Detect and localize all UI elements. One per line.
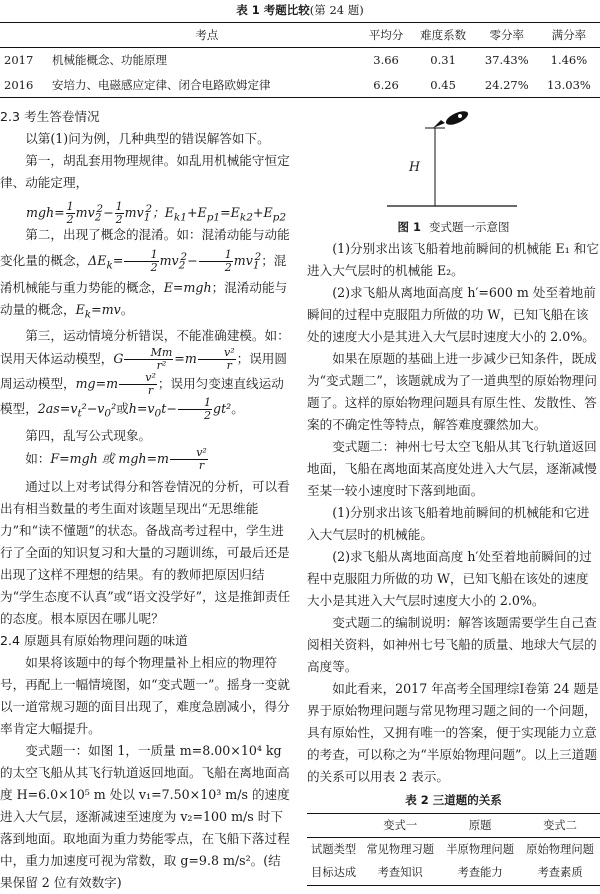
paragraph-third-c: ；误用匀变速直线运动模型， [0, 376, 284, 417]
table2-header-original: 原题 [468, 818, 492, 832]
formula-gravity: G $\frac{Mm}{\text{r²}}$ =m $\frac{\text{v²}}{r}$ [113, 346, 235, 373]
table2-cell: 考查知识 [377, 866, 423, 880]
formula-circular: mg=m $\frac{\text{v²}}{r}$ [75, 371, 156, 398]
paragraph-variant2-note: 变式题二的编制说明：解答该题需要学生自己查阅相关资料，如神州七号飞船的质量、地球大气层的高度等。 [307, 615, 597, 674]
formula-ek-mv: $E_k=mv$ [75, 301, 121, 321]
paragraph-summary: 通过以上对考试得分和答卷情况的分析，可以看出有相当数量的考生面对该题呈现出“无思维能力”和“读不懂题”的状态。备战高考过程中，学生进行了全面的知识复习和大量的习题训练，可最后还是出现了这样不理想的结果。有的教师把原因归结为“学生态度不认真”或“语文没学好”，这是推卸责任的态度。根本原因在哪儿呢？ [0, 478, 291, 626]
paragraph-variant2: 变式题二：神州七号太空飞船从其飞行轨道返回地面，飞船在离地面某高度处进入大气层，逐渐减慢至某一较小速度时下落到地面。 [307, 439, 597, 498]
table-row [307, 862, 600, 886]
figure-caption-text: 变式题一示意图 [429, 220, 510, 234]
table2-header-blank [307, 814, 360, 838]
table1-cell-avg: 3.66 [373, 53, 399, 68]
section-2-4-title: 2.4 原题具有原始物理问题的味道 [0, 632, 188, 648]
table2-cell: 原始物理问题 [526, 842, 594, 856]
table2-caption: 表 2 三道题的关系 [405, 793, 502, 807]
table-row [0, 48, 600, 73]
formula-e-mgh: E=mgh [163, 279, 212, 295]
formula-kinematics: $2as=v_t^2-v_0^2$ [37, 401, 117, 420]
table-row [307, 838, 600, 862]
paragraph-first: 第一，胡乱套用物理规律。如乱用机械能守恒定律、动能定理， [0, 153, 290, 190]
table1-header-year [0, 23, 52, 48]
table1-cell-difficulty: 0.45 [430, 77, 456, 92]
table1-cell-year: 2016 [4, 77, 34, 92]
table1-caption-note: (第 24 题) [309, 3, 364, 17]
table2-cell: 常见物理习题 [366, 842, 435, 856]
formula-delta-ek: $\Delta E_k=$ $\frac{1}{2}$ $mv_2^2-$ $\frac{1}{2}$ $mv_1^2$ [88, 248, 262, 275]
table1 [0, 22, 600, 98]
paragraph-conclusion: 如此看来，2017 年高考全国理综Ⅰ卷第 24 题是界于原始物理问题与常见物理习题之间的一个问题，具有原始性，又拥有唯一的答案，便于实现能力立意的考查，可以称之为“半原始物理问题”。以上三道题的关系可以用表 2 表示。 [307, 681, 599, 784]
table1-cell-zero-rate: 37.43% [484, 53, 529, 68]
table1-header-row [0, 23, 600, 48]
table2-header-variant2: 变式二 [543, 818, 577, 832]
formula-h-v0t: $h=v_0t-$ $\frac{1}{2}$ gt² [128, 396, 232, 423]
or-text: 或 [116, 401, 129, 417]
table1-header-full-rate: 满分率 [551, 28, 587, 42]
right-column [307, 106, 600, 886]
paragraph-q2: (2)求飞船从离地面高度 h′=600 m 处至着地前瞬间的过程中克服阻力所做的功 W，已知飞船在该处的速度大小是其进入大气层时速度大小的 2.0%。 [307, 285, 596, 344]
paragraph-fourth: 第四，乱写公式现象。 [25, 427, 152, 443]
table2-header-variant1: 变式一 [383, 818, 418, 832]
paragraph-variant2-intro: 如果在原题的基础上进一步减少已知条件，既成为“变式题二”，该题就成为了一道典型的原始物理问题了。这样的原始物理问题具有原生性、发散性、答案的不确定性等特点，解答难度骤然加大。 [307, 351, 597, 432]
table1-cell-avg: 6.26 [373, 77, 399, 92]
table1-cell-topic: 安培力、电磁感应定律、闭合电路欧姆定律 [52, 77, 271, 92]
formula-energy: mgh= $\frac{1}{2}$ $mv_2^2-$ $\frac{1}{2}$ $mv_1^2$；$E_{k1}+E_{p1}=E_{k2}+E_{p2}$ [26, 200, 287, 227]
figure-1-caption [307, 216, 600, 238]
table1-cell-zero-rate: 24.27% [484, 77, 529, 92]
table1-header-avg: 平均分 [368, 28, 404, 42]
section-2-3-title: 2.3 考生答卷情况 [0, 109, 100, 124]
paragraph-variant2-q2: (2)求飞船从离地面高度 h′处至着地前瞬间的过程中克服阻力所做的功 W，已知飞船在该处的速度大小是其进入大气层时速度大小的 2.0%。 [307, 549, 592, 608]
paragraph-2-4: 如果将该题中的每个物理量补上相应的物理符号，再配上一幅情境图，如“变式题一”。摇身一变就以一道常规习题的面目出现了，难度急剧减小，得分率肯定大幅提升。 [0, 654, 290, 736]
left-column [0, 106, 293, 894]
table2-cell: 试题类型 [311, 842, 357, 856]
paragraph-second-c: ；混淆动能与动量的概念， [0, 279, 288, 317]
figure-1 [307, 106, 600, 216]
table2-cell: 考查能力 [457, 866, 503, 880]
table1-cell-full-rate: 13.03% [546, 77, 591, 92]
table1-cell-year: 2017 [4, 53, 34, 68]
paragraph-third: 第三，运动情境分析错误，不能准确建模。如：误用天体运动模型，G $\frac{Mm}{\text{r²}}$ =m $\frac{\text{v²}}{r}$ ；误用圆周运动模型，mg=m $\frac{\text{v²}}{r}$ ；误用匀变速直线运动模型，$2as=v_t^2-v_0^2$或$h=v_0t-$ $\frac{1}{2}$ gt²。 [0, 328, 290, 423]
figure-caption-label: 图 1 [397, 220, 421, 234]
paragraph-second: 第二，出现了概念的混淆。如：混淆动能与动能变化量的概念，$\Delta E_k=$ $\frac{1}{2}$ $mv_2^2-$ $\frac{1}{2}$ $mv_1^2$；混淆机械能与重力势能的概念，E=mgh；混淆动能与动量的概念，$E_k=mv$。 [0, 227, 290, 321]
table1-header-difficulty: 难度系数 [420, 28, 467, 42]
paragraph-variant1: 变式题一：如图 1，一质量 m=8.00×10⁴ kg 的太空飞船从其飞行轨道返回地面。飞船在离地面高度 H=6.0×10⁵ m 处以 v₁=7.50×10³ m/s 的速度进入大气层，逐渐减速至速度为 v₂=100 m/s 时下落到地面。取地面为重力势能零点，在飞船下落过程中，重力加速度可视为常数，取 g=9.8 m/s²。(结果保留 2 位有效数字) [0, 742, 290, 890]
spaceship-icon [433, 108, 470, 128]
table2-cell: 考查素质 [537, 866, 583, 880]
figure-1-diagram [307, 106, 600, 216]
paragraph-fourth-b-label: 如： [25, 450, 51, 466]
table2-cell: 目标达成 [311, 866, 357, 880]
table1-cell-full-rate: 1.46% [550, 53, 588, 68]
table1-header-topic: 考点 [195, 28, 219, 42]
table2-cell: 半原物理问题 [446, 842, 515, 856]
formula-random: F=mgh 或 mgh=m $\frac{\text{v²}}{r}$ [50, 445, 207, 472]
table1-caption-label: 表 1 考题比较 [236, 3, 310, 17]
table1-cell-difficulty: 0.31 [430, 53, 456, 68]
figure-label-h: H [409, 159, 420, 174]
table2-header-row [307, 814, 600, 838]
paragraph-second-b: ；混淆机械能与重力势能的概念， [0, 253, 287, 295]
table1-header-zero-rate: 零分率 [489, 28, 524, 42]
paragraph-third-b: ；误用圆周运动模型， [0, 351, 287, 392]
paragraph-q1: (1)分别求出该飞船着地前瞬间的机械能 E₁ 和它进入大气层时的机械能 E₂。 [307, 241, 599, 278]
table2 [307, 813, 600, 886]
paragraph-intro: 以第(1)问为例，几种典型的错误解答如下。 [25, 131, 270, 146]
table1-caption [0, 2, 600, 18]
paragraph-fourth-b [0, 447, 293, 472]
paragraph-third-a: 第三，运动情境分析错误，不能准确建模。如：误用天体运动模型， [0, 328, 290, 367]
table1-cell-topic: 机械能概念、功能原理 [52, 53, 167, 68]
table-row [0, 73, 600, 98]
paragraph-second-a: 第二，出现了概念的混淆。如：混淆动能与动能变化量的概念， [0, 227, 290, 269]
paragraph-variant2-q1: (1)分别求出该飞船着地前瞬间的机械能和它进入大气层时的机械能。 [307, 505, 590, 542]
